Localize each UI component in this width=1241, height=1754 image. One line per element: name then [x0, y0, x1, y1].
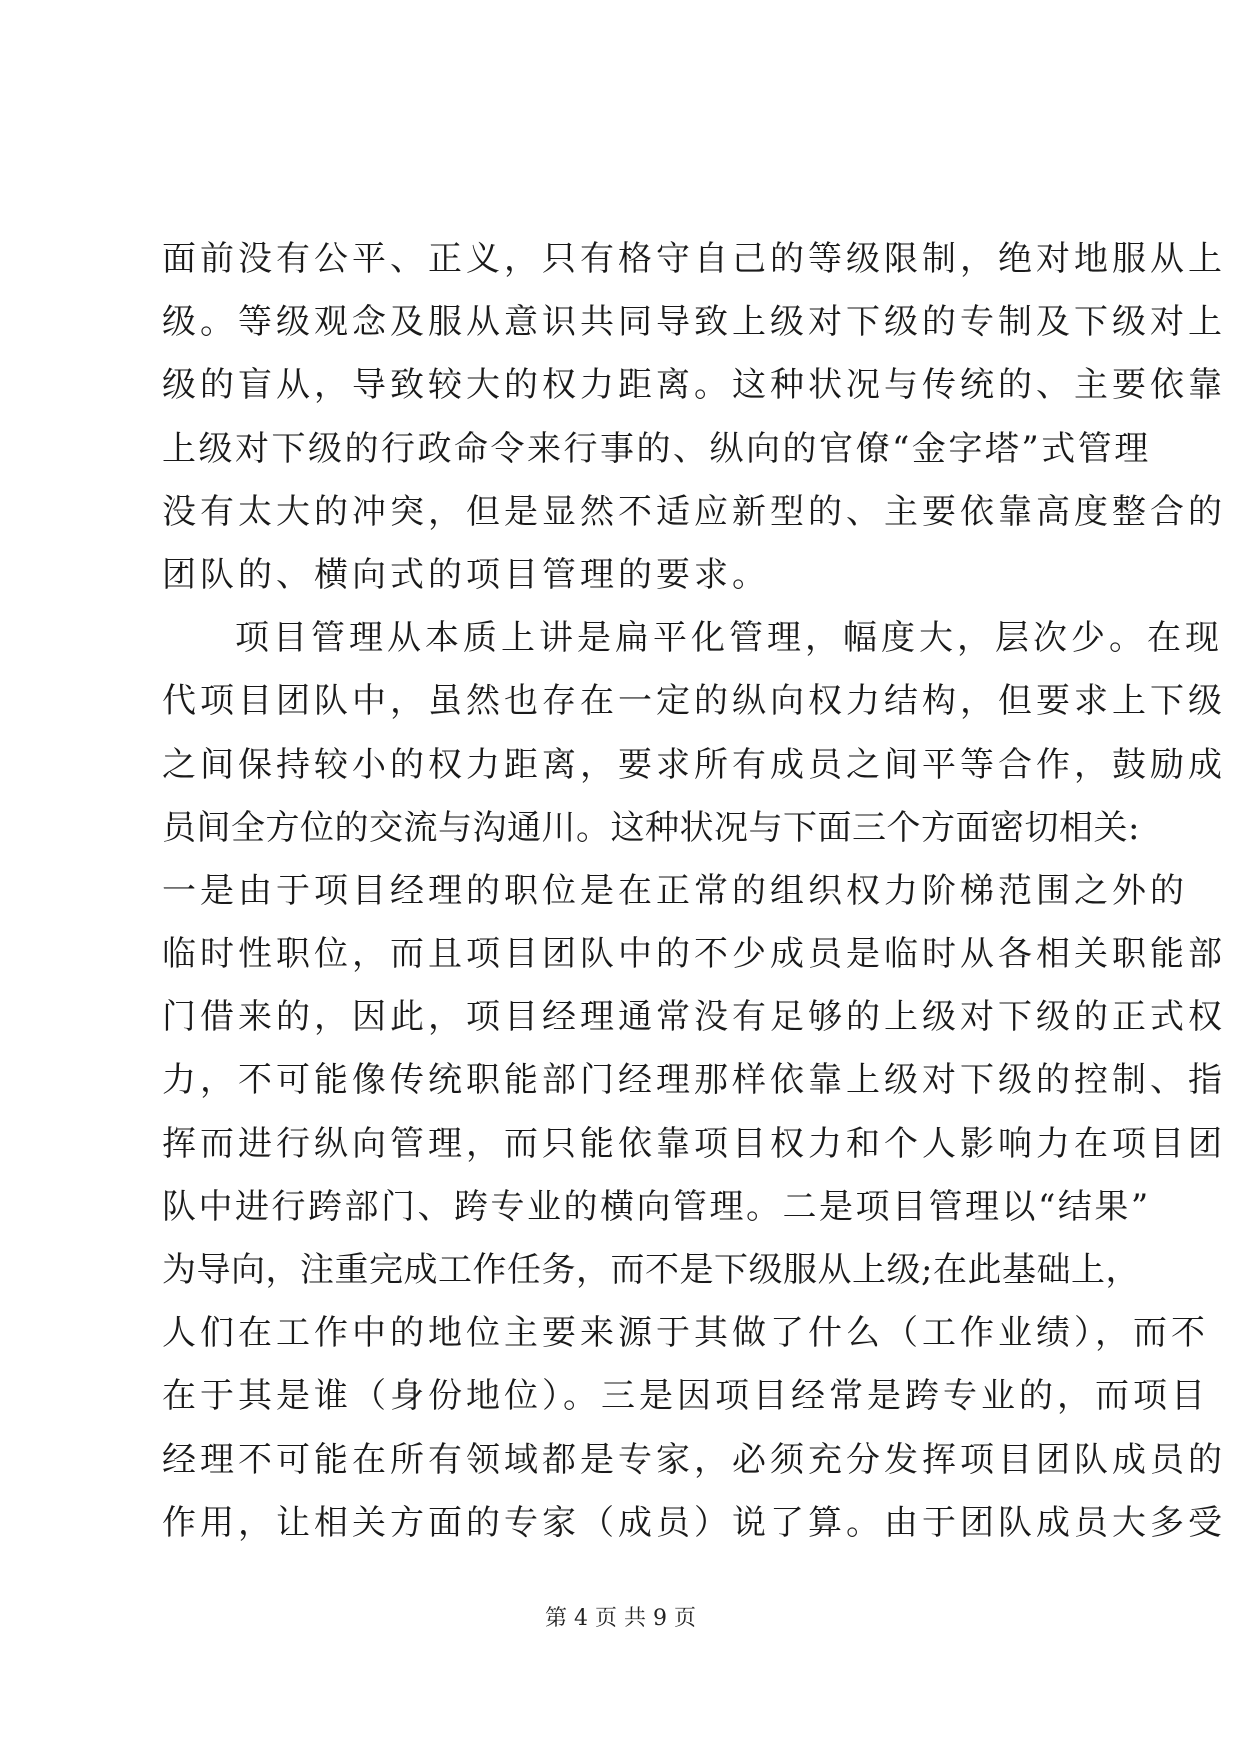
text-line: 在于其是谁（身份地位）。三是因项目经常是跨专业的，而项目 [162, 1376, 1209, 1417]
text-line: 级的盲从，导致较大的权力距离。这种状况与传统的、主要依靠 [162, 365, 1226, 406]
body-text [162, 228, 1226, 1555]
paragraph-start-line: 项目管理从本质上讲是扁平化管理，幅度大，层次少。在现 [235, 618, 1223, 659]
text-line: 挥而进行纵向管理，而只能依靠项目权力和个人影响力在项目团 [162, 1123, 1226, 1164]
text-line: 团队的、横向式的项目管理的要求。 [162, 554, 770, 595]
text-line: 级。等级观念及服从意识共同导致上级对下级的专制及下级对上 [162, 302, 1226, 343]
page-number-footer: 第 4 页 共 9 页 [545, 1606, 696, 1631]
text-line: 门借来的，因此，项目经理通常没有足够的上级对下级的正式权 [162, 997, 1226, 1038]
text-line: 之间保持较小的权力距离，要求所有成员之间平等合作，鼓励成 [162, 744, 1226, 785]
text-line: 为导向，注重完成工作任务，而不是下级服从上级;在此基础上， [162, 1250, 1140, 1290]
text-line: 作用，让相关方面的专家（成员）说了算。由于团队成员大多受 [162, 1502, 1226, 1543]
text-line: 人们在工作中的地位主要来源于其做了什么（工作业绩），而不 [162, 1313, 1209, 1354]
text-line: 代项目团队中，虽然也存在一定的纵向权力结构，但要求上下级 [162, 681, 1226, 722]
text-line: 一是由于项目经理的职位是在正常的组织权力阶梯范围之外的 [162, 870, 1188, 911]
text-line: 面前没有公平、正义，只有格守自己的等级限制，绝对地服从上 [162, 239, 1226, 279]
text-line: 临时性职位，而且项目团队中的不少成员是临时从各相关职能部 [162, 934, 1226, 975]
text-line: 没有太大的冲突，但是显然不适应新型的、主要依靠高度整合的 [162, 491, 1226, 532]
text-line: 上级对下级的行政命令来行事的、纵向的官僚“金字塔”式管理 [162, 428, 1151, 469]
text-line: 员间全方位的交流与沟通川。这种状况与下面三个方面密切相关: [162, 807, 1140, 848]
text-line: 力，不可能像传统职能部门经理那样依靠上级对下级的控制、指 [162, 1060, 1226, 1101]
text-line: 队中进行跨部门、跨专业的横向管理。二是项目管理以“结果” [162, 1186, 1151, 1227]
text-line: 经理不可能在所有领域都是专家，必须充分发挥项目团队成员的 [162, 1439, 1226, 1480]
